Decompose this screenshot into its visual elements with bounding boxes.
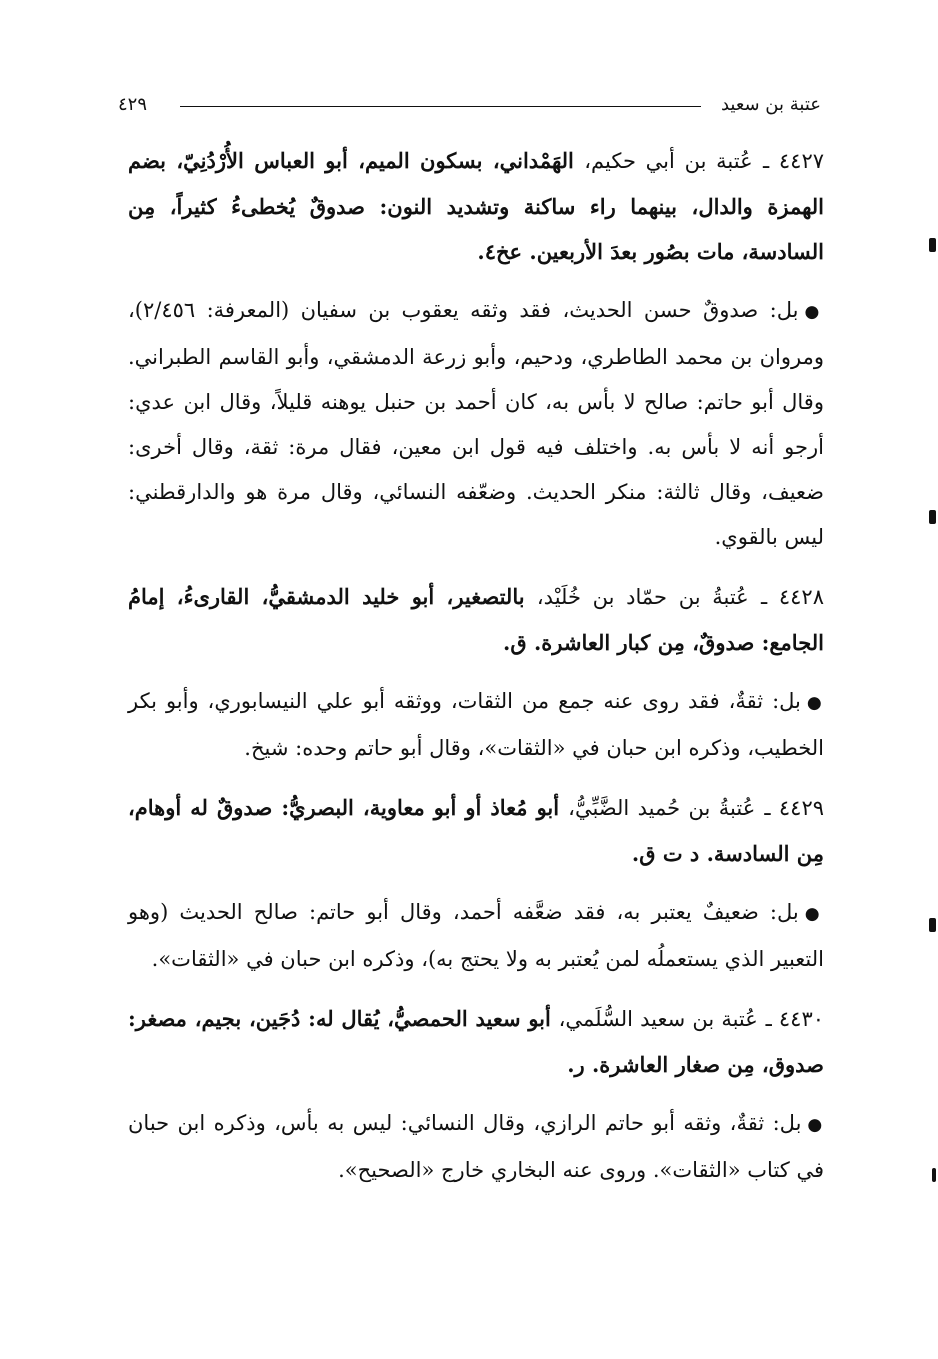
entry-name: عُتبةُ بن حُميد الضَّبِّيُّ،: [568, 796, 756, 820]
bullet-icon: ●: [806, 693, 824, 713]
page-body: [128, 138, 824, 1207]
entry-4429: [128, 785, 824, 876]
entry-number: ٤٤٣٠ ـ: [765, 1007, 825, 1031]
running-header: [118, 90, 821, 120]
page-number: ٤٢٩: [118, 94, 148, 115]
entry-number: ٤٤٢٨ ـ: [761, 585, 824, 609]
comment-4430: [128, 1101, 824, 1193]
bullet-icon: ●: [804, 904, 824, 924]
bullet-icon: ●: [804, 302, 824, 322]
comment-text: بل: ضعيفٌ يعتبر به، فقد ضعَّفه أحمد، وقال أبو حاتم: صالح الحديث (وهو التعبير الذي يستعملُه لمن يُعتبر به ولا يحتج به)، وذكره ابن حبان في «الثقات».: [128, 900, 824, 971]
comment-4429: [128, 890, 824, 982]
entry-number: ٤٤٢٧ ـ: [763, 149, 825, 173]
entry-4427: [128, 138, 824, 274]
comment-4427: [128, 288, 824, 560]
entry-text: أبو مُعاذ أو أبو معاوية، البصريُّ: صدوقٌ له أوهام، مِن السادسة. د ت ق.: [128, 795, 824, 866]
entry-name: عُتبةُ بن حمّاد بن خُلَيْد،: [536, 585, 749, 609]
entry-name: عُتبة بن أبي حكيم،: [584, 149, 753, 173]
running-title: عتبة بن سعيد: [720, 94, 821, 115]
comment-text: بل: ثقةٌ، فقد روى عنه جمع من الثقات، ووثقه أبو علي النيسابوري، وأبو بكر الخطيب، وذكره ابن حبان في «الثقات»، وقال أبو حاتم وحده: شيخ.: [128, 689, 824, 760]
entry-name: عُتبة بن سعيد السُّلَمي،: [558, 1007, 758, 1031]
comment-4428: [128, 679, 824, 771]
entry-text: بالتصغير، أبو خليد الدمشقيُّ، القارىءُ، إمامُ الجامع: صدوقٌ، مِن كبار العاشرة. ق.: [128, 584, 824, 655]
comment-text: بل: صدوقٌ حسن الحديث، فقد وثقه يعقوب بن سفيان (المعرفة: ٢/٤٥٦)، ومروان بن محمد الطاطري، ودحيم، وأبو زرعة الدمشقي، وأبو القاسم الطبراني. وقال أبو حاتم: صالح لا بأس به، كان أحمد بن حنبل يوهنه قليلاً، وقال ابن عدي: أرجو أنه لا بأس به. واختلف فيه قول ابن معين، فقال مرة: ثقة، وقال أخرى: ضعيف، وقال ثالثة: منكر الحديث. وضعّفه النسائي، وقال مرة هو والدارقطني: ليس بالقوي.: [128, 298, 824, 549]
entry-text: أبو سعيد الحمصيُّ، يُقال له: دُجَين، بجيم، مصغر: صدوق، مِن صغار العاشرة. ر.: [128, 1006, 824, 1077]
margin-mark: [932, 1168, 936, 1182]
entry-text: الهَمْداني، بسكون الميم، أبو العباس الأُرْدُنِيّ، بضم الهمزة والدال، بينهما راء ساكنة وتشديد النون: صدوقٌ يُخطىءُ كثيراً، مِن السادسة، مات بصُور بعدَ الأربعين. عخ٤.: [128, 148, 824, 264]
entry-number: ٤٤٢٩ ـ: [764, 796, 825, 820]
comment-text: بل: ثقةٌ، وثقه أبو حاتم الرازي، وقال النسائي: ليس به بأس، وذكره ابن حبان في كتاب «الثقات». وروى عنه البخاري خارج «الصحيح».: [128, 1111, 824, 1182]
header-rule: [180, 106, 701, 107]
entry-4430: [128, 996, 824, 1087]
bullet-icon: ●: [807, 1115, 824, 1135]
entry-4428: [128, 574, 824, 665]
margin-mark: [929, 510, 936, 524]
margin-mark: [929, 238, 936, 252]
margin-mark: [929, 918, 936, 932]
